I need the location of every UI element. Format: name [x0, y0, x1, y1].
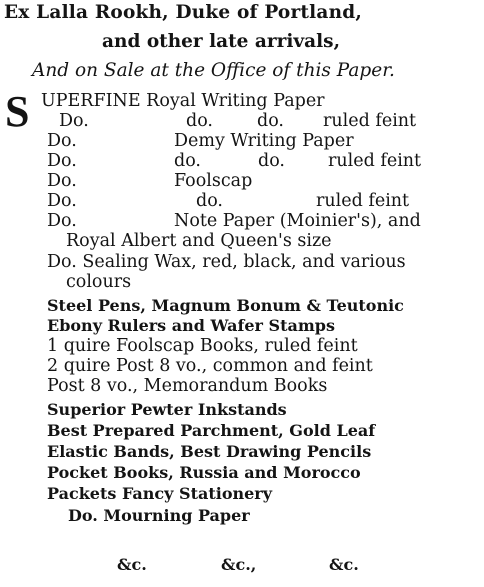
row7-do: Do.: [47, 211, 77, 231]
row17-pocket-books: Pocket Books, Russia and Morocco: [47, 463, 361, 482]
etc-2: &c.,: [221, 555, 257, 574]
etc-3: &c.: [329, 555, 359, 574]
row16-elastic-bands: Elastic Bands, Best Drawing Pencils: [47, 442, 372, 461]
row5-foolscap: Foolscap: [174, 171, 253, 191]
heading-line-3: And on Sale at the Office of this Paper.: [32, 60, 395, 81]
row7-royal-albert: Royal Albert and Queen's size: [66, 231, 332, 251]
row2-do-2: do.: [257, 111, 284, 131]
row3-do: Do.: [47, 131, 77, 151]
row14-pewter-inkstands: Superior Pewter Inkstands: [47, 400, 287, 419]
row9-steel-pens: Steel Pens, Magnum Bonum & Teutonic: [47, 296, 404, 315]
row3-demy: Demy Writing Paper: [174, 131, 354, 151]
row6-do-1: do.: [196, 191, 223, 211]
row15-parchment: Best Prepared Parchment, Gold Leaf: [47, 421, 376, 440]
row4-do-1: do.: [174, 151, 201, 171]
row2-do: Do.: [59, 111, 89, 131]
row19-mourning-paper: Do. Mourning Paper: [68, 506, 250, 525]
row18-fancy-stationery: Packets Fancy Stationery: [47, 484, 273, 503]
row8-colours: colours: [66, 272, 132, 292]
etc-1: &c.: [117, 555, 147, 574]
drop-cap: S: [5, 87, 30, 136]
item-superfine: UPERFINE Royal Writing Paper: [41, 91, 325, 111]
row10-ebony-rulers: Ebony Rulers and Wafer Stamps: [47, 316, 335, 335]
row6-ruled-feint: ruled feint: [316, 191, 410, 211]
row8-sealing-wax: Do. Sealing Wax, red, black, and various: [47, 252, 406, 272]
row4-do-2: do.: [258, 151, 285, 171]
row4-do: Do.: [47, 151, 77, 171]
heading-line-1: Ex Lalla Rookh, Duke of Portland,: [4, 2, 363, 23]
row4-ruled-feint: ruled feint: [328, 151, 422, 171]
row13-post-memorandum: Post 8 vo., Memorandum Books: [47, 376, 328, 396]
row5-do: Do.: [47, 171, 77, 191]
row6-do: Do.: [47, 191, 77, 211]
heading-line-2: and other late arrivals,: [102, 31, 341, 52]
row2-ruled-feint: ruled feint: [323, 111, 417, 131]
row7-note-paper: Note Paper (Moinier's), and: [174, 211, 421, 231]
row2-do-1: do.: [186, 111, 213, 131]
row12-quire-post: 2 quire Post 8 vo., common and feint: [47, 356, 373, 376]
row11-quire-foolscap: 1 quire Foolscap Books, ruled feint: [47, 336, 358, 356]
